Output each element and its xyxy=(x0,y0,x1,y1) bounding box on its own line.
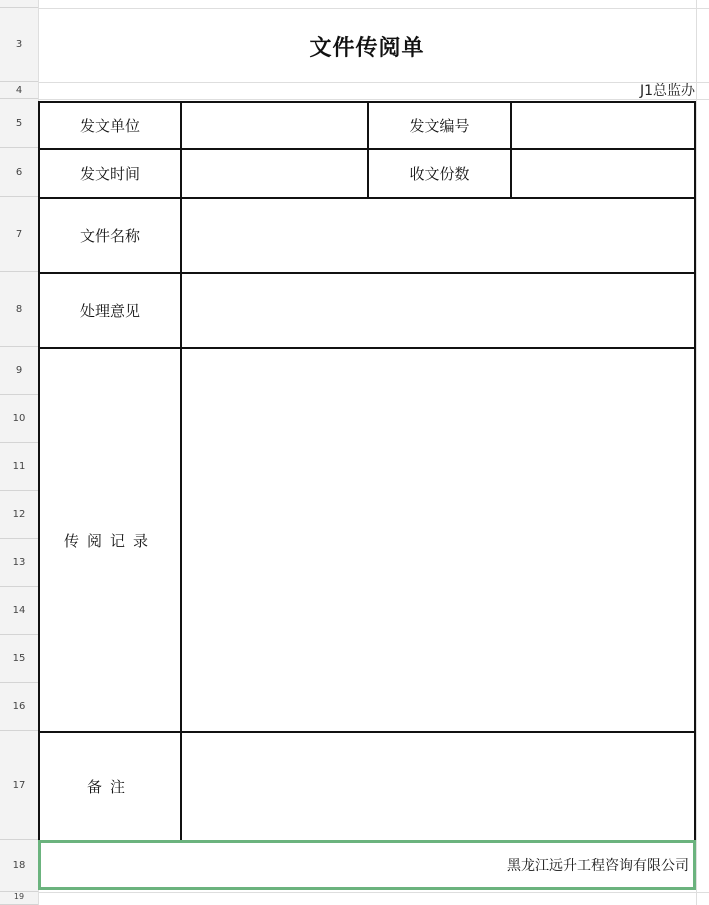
row-number[interactable]: 8 xyxy=(0,272,38,347)
row-number[interactable]: 10 xyxy=(0,395,38,443)
label-doc-name[interactable]: 文件名称 xyxy=(38,197,182,274)
row-number[interactable]: 3 xyxy=(0,8,38,82)
grid-line xyxy=(38,99,709,100)
label-remarks[interactable]: 备注 xyxy=(38,731,182,842)
label-handling-opinion[interactable]: 处理意见 xyxy=(38,272,182,349)
row-number[interactable]: 4 xyxy=(0,82,38,99)
grid-line xyxy=(38,8,709,9)
label-issuing-unit[interactable]: 发文单位 xyxy=(38,101,182,150)
label-doc-number[interactable]: 发文编号 xyxy=(367,101,512,150)
row-number[interactable]: 19 xyxy=(0,892,38,905)
row-number[interactable]: 15 xyxy=(0,635,38,683)
doc-number-field[interactable] xyxy=(510,101,696,150)
grid-line xyxy=(38,82,709,83)
company-name-cell[interactable]: 黑龙江远升工程咨询有限公司 xyxy=(38,840,696,890)
reference-code[interactable]: J1总监办 xyxy=(639,83,695,99)
row-number[interactable]: 5 xyxy=(0,99,38,148)
row-number[interactable]: 14 xyxy=(0,587,38,635)
row-number[interactable]: 18 xyxy=(0,840,38,892)
grid-line xyxy=(696,0,697,905)
handling-opinion-field[interactable] xyxy=(180,272,696,349)
label-issue-time[interactable]: 发文时间 xyxy=(38,148,182,199)
issuing-unit-field[interactable] xyxy=(180,101,369,150)
copies-received-field[interactable] xyxy=(510,148,696,199)
row-number[interactable]: 13 xyxy=(0,539,38,587)
grid-line xyxy=(38,892,709,893)
label-circulation-record[interactable]: 传阅记录 xyxy=(38,347,182,733)
circulation-record-field[interactable] xyxy=(180,347,696,733)
row-number[interactable]: 17 xyxy=(0,731,38,840)
row-number[interactable] xyxy=(0,0,38,8)
issue-time-field[interactable] xyxy=(180,148,369,199)
row-number[interactable]: 11 xyxy=(0,443,38,491)
form-title[interactable]: 文件传阅单 xyxy=(309,35,425,61)
row-number[interactable]: 6 xyxy=(0,148,38,197)
row-number[interactable]: 7 xyxy=(0,197,38,272)
row-number[interactable]: 16 xyxy=(0,683,38,731)
row-number[interactable]: 9 xyxy=(0,347,38,395)
row-number[interactable]: 12 xyxy=(0,491,38,539)
doc-name-field[interactable] xyxy=(180,197,696,274)
label-copies-received[interactable]: 收文份数 xyxy=(367,148,512,199)
remarks-field[interactable] xyxy=(180,731,696,842)
